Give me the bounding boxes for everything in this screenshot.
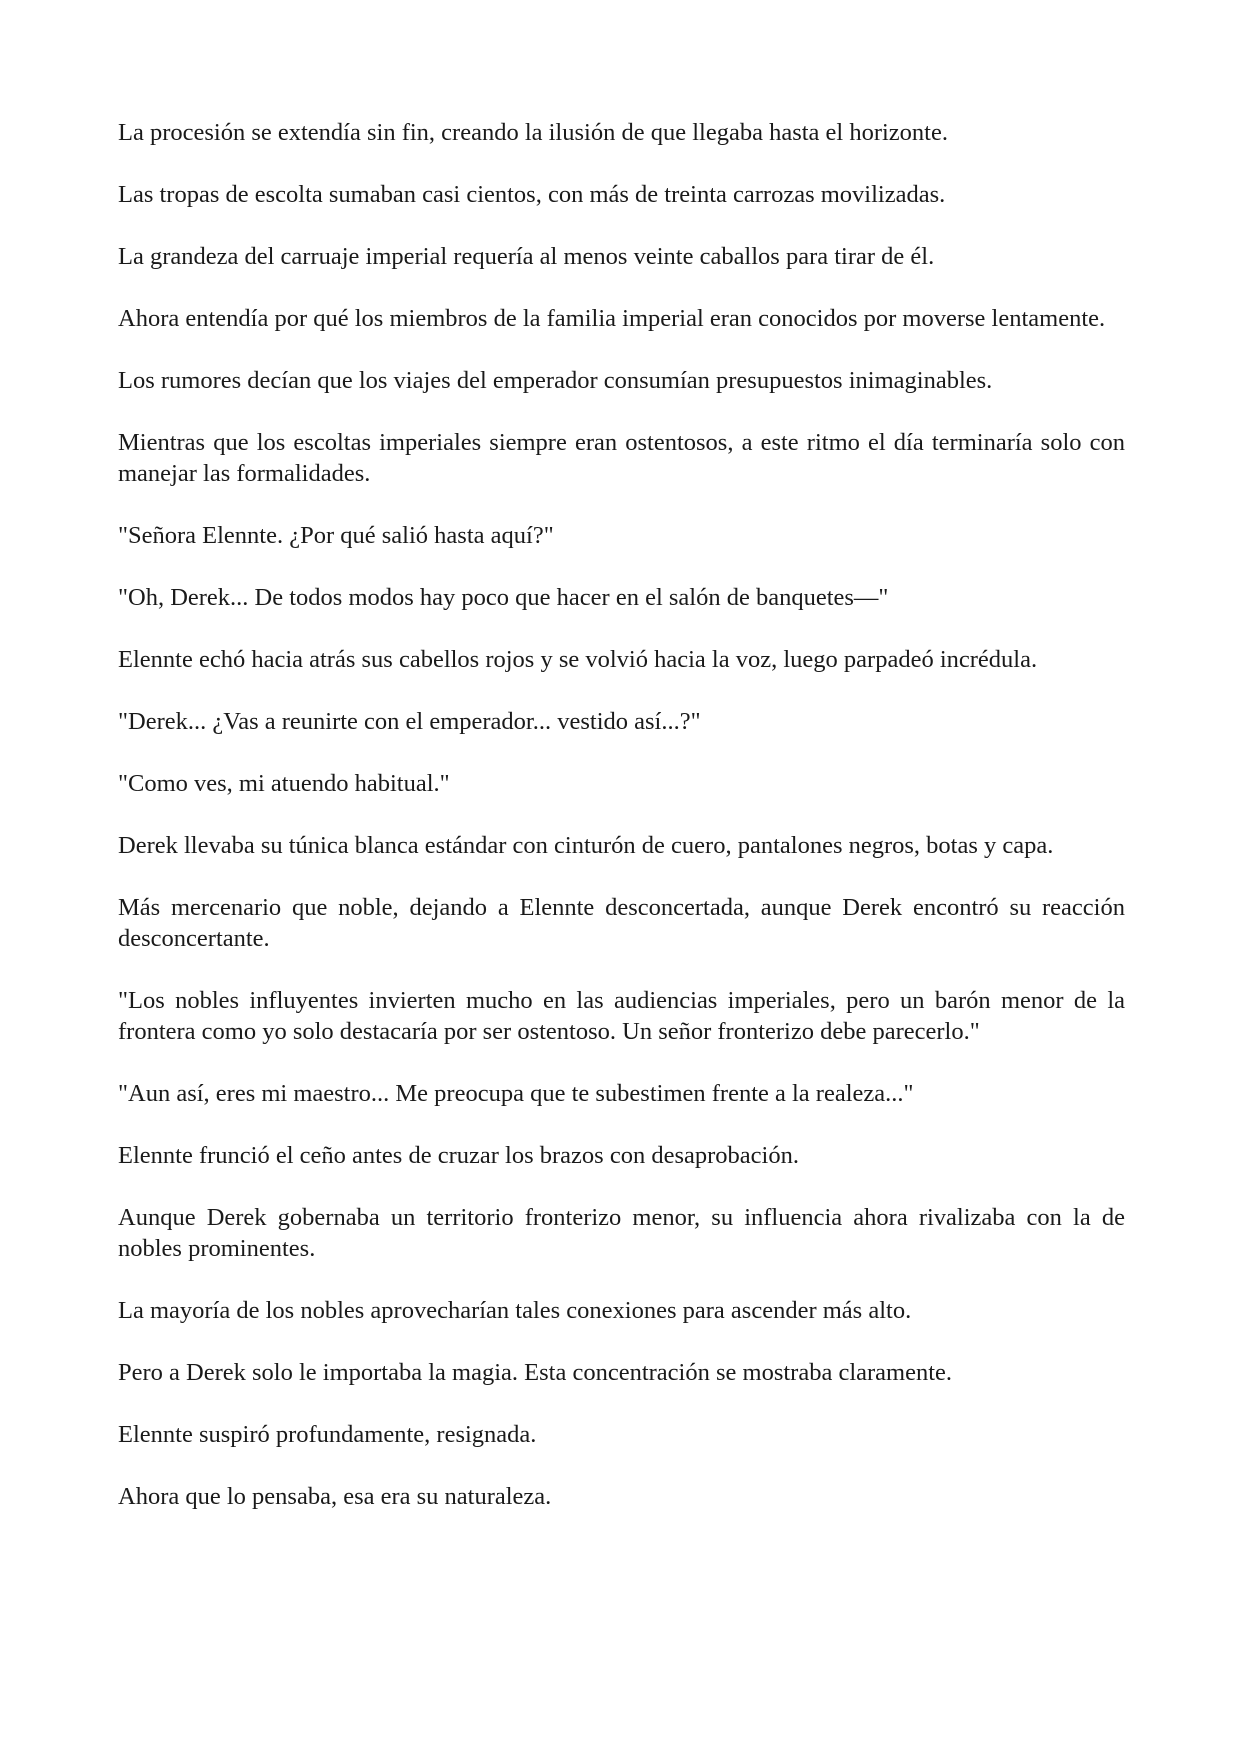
paragraph: Las tropas de escolta sumaban casi cientos, con más de treinta carrozas movilizadas. [118, 181, 946, 208]
paragraph: Elennte frunció el ceño antes de cruzar los brazos con desaprobación. [118, 1142, 799, 1169]
paragraph: Elennte echó hacia atrás sus cabellos rojos y se volvió hacia la voz, luego parpadeó incrédula. [118, 646, 1038, 673]
paragraph: "Señora Elennte. ¿Por qué salió hasta aquí?" [118, 522, 554, 549]
paragraph: Más mercenario que noble, dejando a Elennte desconcertada, aunque Derek encontró su reacción desconcertante. [118, 894, 1125, 952]
text-body [118, 117, 1125, 1543]
paragraph: Los rumores decían que los viajes del emperador consumían presupuestos inimaginables. [118, 367, 993, 394]
paragraph: Mientras que los escoltas imperiales siempre eran ostentosos, a este ritmo el día terminaría solo con manejar las formalidades. [118, 429, 1125, 487]
paragraph: Elennte suspiró profundamente, resignada. [118, 1421, 537, 1448]
paragraph: "Oh, Derek... De todos modos hay poco que hacer en el salón de banquetes—" [118, 584, 889, 611]
paragraph: "Derek... ¿Vas a reunirte con el emperador... vestido así...?" [118, 708, 701, 735]
paragraph: La grandeza del carruaje imperial requería al menos veinte caballos para tirar de él. [118, 243, 935, 270]
paragraph: "Aun así, eres mi maestro... Me preocupa que te subestimen frente a la realeza..." [118, 1080, 914, 1107]
paragraph: Derek llevaba su túnica blanca estándar con cinturón de cuero, pantalones negros, botas y capa. [118, 832, 1054, 859]
paragraph: Ahora entendía por qué los miembros de la familia imperial eran conocidos por moverse lentamente. [118, 305, 1106, 332]
paragraph: "Como ves, mi atuendo habitual." [118, 770, 450, 797]
paragraph: La procesión se extendía sin fin, creando la ilusión de que llegaba hasta el horizonte. [118, 119, 948, 146]
paragraph: Ahora que lo pensaba, esa era su naturaleza. [118, 1483, 552, 1510]
paragraph: "Los nobles influyentes invierten mucho en las audiencias imperiales, pero un barón menor de la frontera como yo solo destacaría por ser ostentoso. Un señor fronterizo debe parecerlo." [118, 987, 1125, 1045]
paragraph: La mayoría de los nobles aprovecharían tales conexiones para ascender más alto. [118, 1297, 912, 1324]
paragraph: Aunque Derek gobernaba un territorio fronterizo menor, su influencia ahora rivalizaba con la de nobles prominentes. [118, 1204, 1125, 1262]
paragraph: Pero a Derek solo le importaba la magia. Esta concentración se mostraba claramente. [118, 1359, 953, 1386]
